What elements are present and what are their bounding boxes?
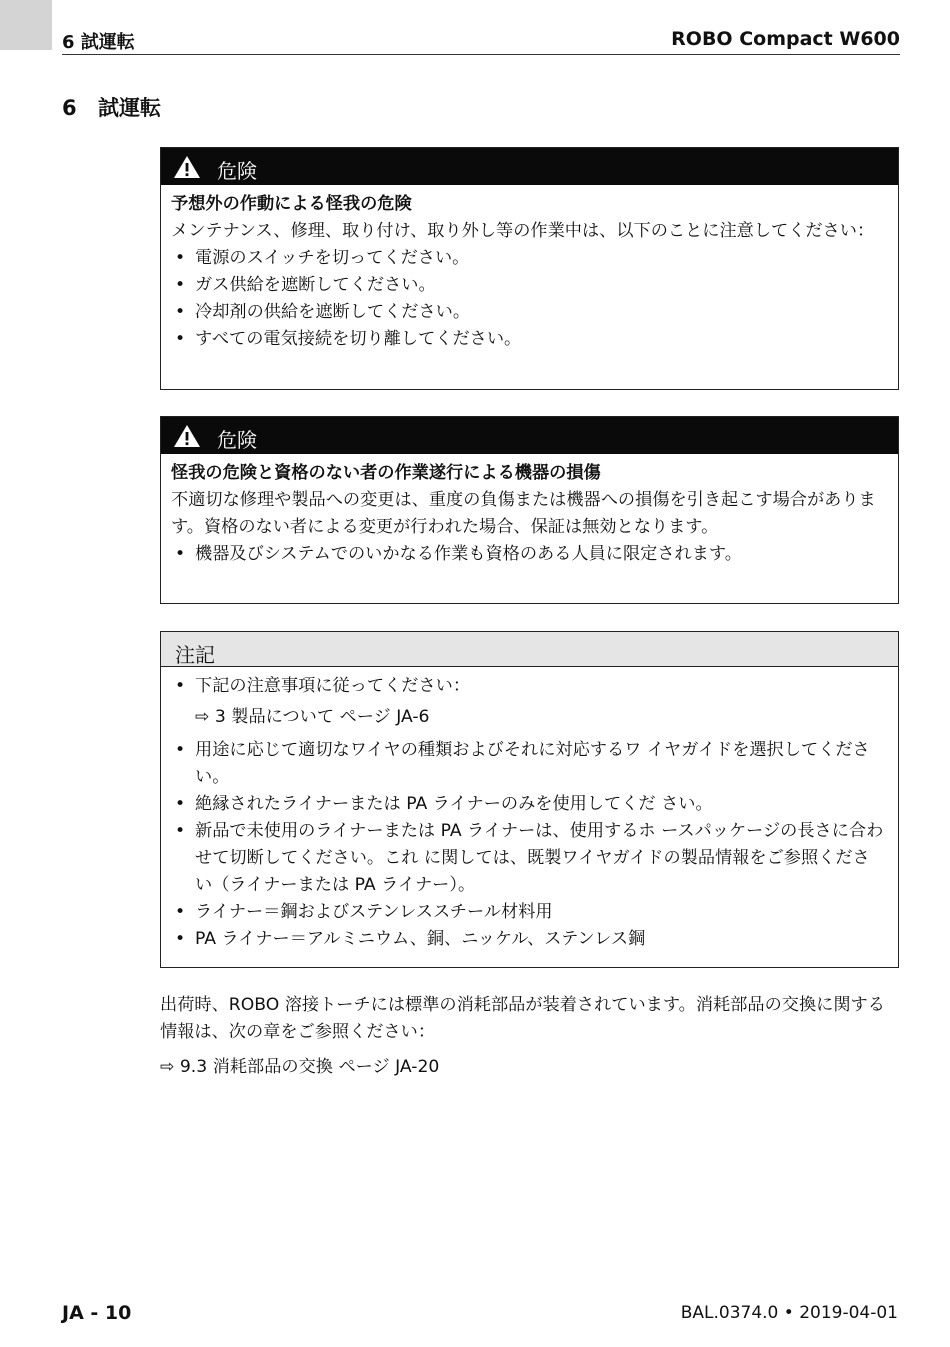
note-list-continued: [171, 737, 886, 953]
section-title: [62, 92, 161, 122]
section-number: 6: [62, 96, 77, 120]
danger-signal-word: 危険: [217, 159, 257, 183]
danger-box-2-intro: 不適切な修理や製品への変更は、重度の負傷または機器への損傷を引き起こす場合があります。資格のない者による変更が行われた場合、保証は無効となります。: [171, 490, 876, 537]
body-reference: [160, 1054, 899, 1081]
list-item: • ガス供給を遮断してください。: [171, 272, 886, 299]
note-box-body: [161, 667, 898, 959]
warning-triangle-icon: [173, 424, 201, 448]
note-box: [160, 631, 899, 968]
page-header: [62, 28, 900, 55]
list-item: • 機器及びシステムでのいかなる作業も資格のある人員に限定されます。: [171, 541, 886, 568]
list-item: • 新品で未使用のライナーまたは PA ライナーは、使用するホ ースパッケージの長さに合わせて切断してください。これ に関しては、既製ワイヤガイドの製品情報をご参照くださ い（ライナーまたは PA ライナー）。: [171, 818, 886, 899]
list-item: • 電源のスイッチを切ってください。: [171, 245, 886, 272]
section-title-text: 試運転: [98, 96, 161, 120]
list-item: • 用途に応じて適切なワイヤの種類およびそれに対応するワ イヤガイドを選択してください。: [171, 737, 886, 791]
note-label: 注記: [175, 643, 215, 667]
corner-tab: [0, 0, 52, 50]
body-paragraph: [160, 992, 899, 1046]
note-box-header: [161, 632, 898, 667]
danger-box-2-subheading: 怪我の危険と資格のない者の作業遂行による機器の損傷: [171, 463, 601, 483]
danger-box-1-subheading: 予想外の作動による怪我の危険: [171, 194, 412, 214]
body-paragraph-text: 出荷時、ROBO 溶接トーチには標準の消耗部品が装着されています。消耗部品の交換に関する情報は、次の章をご参照ください：: [160, 995, 885, 1042]
list-item: • 冷却剤の供給を遮断してください。: [171, 299, 886, 326]
danger-box-2: [160, 416, 899, 604]
danger-signal-word: 危険: [217, 428, 257, 452]
danger-box-1-header: [161, 148, 898, 185]
footer-doc-id: BAL.0374.0 • 2019-04-01: [680, 1303, 898, 1323]
danger-box-2-body: [161, 454, 898, 574]
header-chapter: 6 試運転: [62, 32, 135, 53]
header-product: ROBO Compact W600: [671, 28, 900, 50]
danger-box-1-list: [171, 245, 886, 353]
danger-box-1: [160, 147, 899, 390]
warning-triangle-icon: [173, 155, 201, 179]
list-item: • ライナー＝鋼およびステンレススチール材料用: [171, 899, 886, 926]
footer-page-number: JA - 10: [62, 1302, 132, 1324]
list-item: • すべての電気接続を切り離してください。: [171, 326, 886, 353]
danger-box-1-intro: メンテナンス、修理、取り付け、取り外し等の作業中は、以下のことに注意してください：: [171, 221, 875, 241]
list-item: • PA ライナー＝アルミニウム、銅、ニッケル、ステンレス鋼: [171, 926, 886, 953]
danger-box-2-header: [161, 417, 898, 454]
list-item: • 下記の注意事項に従ってください：: [171, 673, 886, 700]
danger-box-1-body: [161, 185, 898, 359]
danger-box-2-list: [171, 541, 886, 568]
list-item: • 絶縁されたライナーまたは PA ライナーのみを使用してくだ さい。: [171, 791, 886, 818]
note-list: [171, 673, 886, 700]
body-cross-reference[interactable]: ⇨ 9.3 消耗部品の交換 ページ JA-20: [160, 1057, 440, 1077]
note-cross-reference[interactable]: ⇨ 3 製品について ページ JA-6: [195, 707, 430, 727]
